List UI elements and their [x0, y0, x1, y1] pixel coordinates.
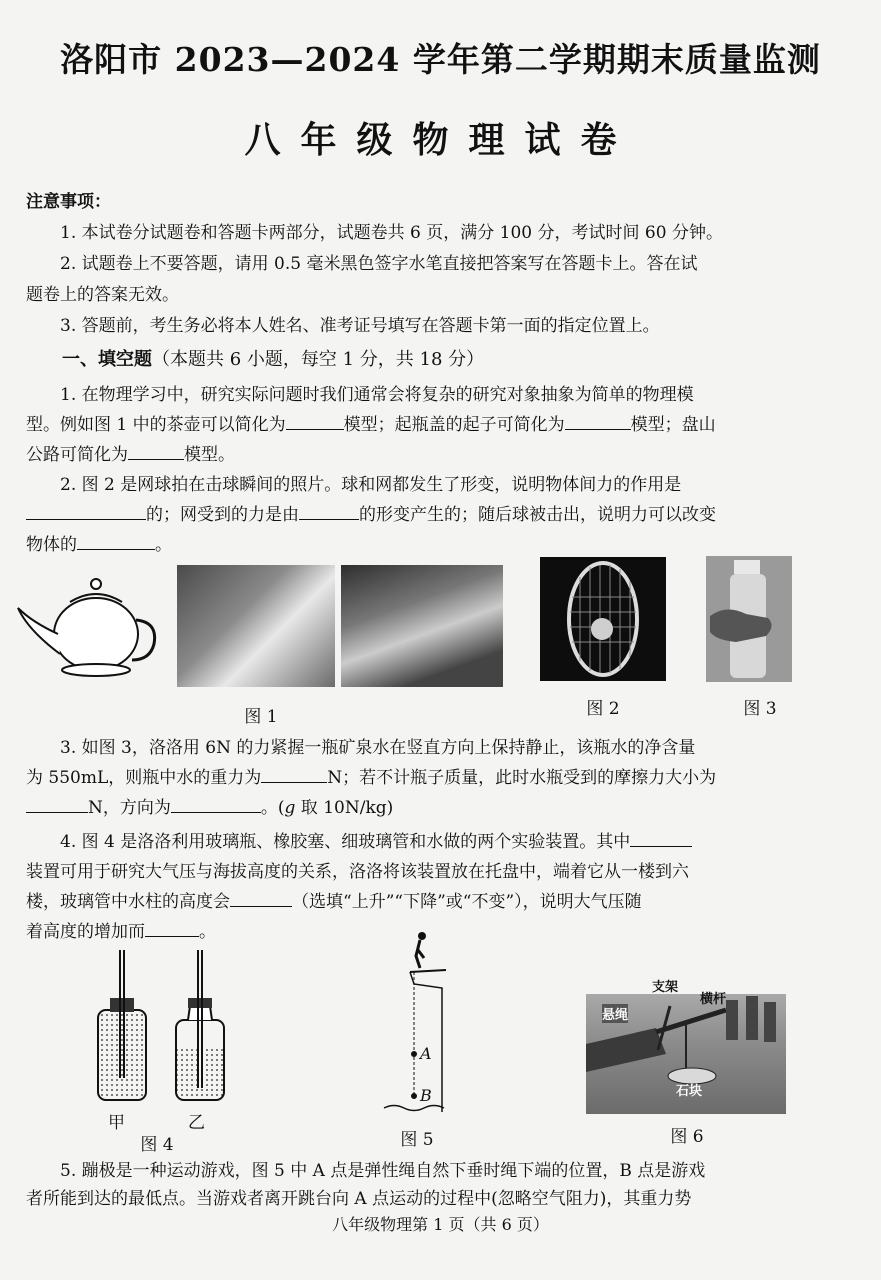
label-henggan: 横杆	[700, 992, 727, 1007]
q1-text: 模型；盘山	[630, 415, 716, 435]
fig3-caption: 图 3	[743, 699, 777, 719]
q2-line1: 2. 图 2 是网球拍在击球瞬间的照片。球和网都发生了形变，说明物体间力的作用是	[60, 475, 682, 495]
section-heading	[62, 345, 880, 375]
q1-line1: 1. 在物理学习中，研究实际问题时我们通常会将复杂的研究对象抽象为简单的物理模	[60, 385, 694, 405]
q2-text: 的形变产生的；随后球被击出，说明力可以改变	[359, 505, 716, 525]
q3-text: 。(	[260, 798, 285, 818]
q4-text: 4. 图 4 是洛洛利用玻璃瓶、橡胶塞、细玻璃管和水做的两个实验装置。其中	[60, 832, 631, 852]
q2-text: 物体的	[26, 535, 77, 555]
answer-blank	[128, 441, 184, 460]
answer-blank	[230, 888, 292, 907]
answer-blank	[171, 794, 261, 813]
answer-blank	[299, 501, 359, 520]
q3-text: g	[284, 798, 296, 818]
fig5-caption: 图 5	[400, 1130, 434, 1150]
bottle-opener-photo	[177, 565, 335, 687]
bottle-apparatus-diagram	[90, 948, 230, 1108]
notes-item-1: 1. 本试卷分试题卷和答题卡两部分，试题卷共 6 页，满分 100 分，考试时间 60 分钟。	[60, 223, 723, 243]
tennis-racket-photo	[540, 557, 666, 681]
q4-text: 着高度的增加而	[26, 922, 145, 942]
fig6-caption: 图 6	[670, 1127, 704, 1147]
q3-text: N，方向为	[88, 798, 171, 818]
section-note: （本题共 6 小题，每空 1 分，共 18 分）	[152, 349, 485, 370]
q4-line3	[26, 887, 844, 917]
q2-line2	[26, 500, 844, 530]
fig1-caption: 图 1	[244, 707, 278, 727]
label-yi: 乙	[188, 1113, 205, 1133]
q5-line1: 5. 蹦极是一种运动游戏，图 5 中 A 点是弹性绳自然下垂时绳下端的位置，B 点是游戏	[60, 1161, 706, 1181]
q3-text: 为 550mL，则瓶中水的重力为	[26, 768, 262, 788]
q4-text: （选填“上升”“下降”或“不变”），说明大气压随	[292, 892, 642, 912]
q3-line3	[26, 793, 844, 823]
fig2-caption: 图 2	[586, 699, 620, 719]
q1-text: 公路可简化为	[26, 445, 128, 465]
point-b-label: B	[420, 1086, 432, 1105]
exam-title: 洛阳市 2023—2024 学年第二学期期末质量监测	[60, 40, 821, 79]
notes-item-3: 3. 答题前，考生务必将本人姓名、准考证号填写在答题卡第一面的指定位置上。	[60, 316, 660, 336]
label-shikuai: 石块	[676, 1084, 703, 1099]
point-a-label: A	[420, 1044, 432, 1063]
q2-text: 。	[155, 535, 172, 555]
notes-item-2a: 2. 试题卷上不要答题，请用 0.5 毫米黑色签字水笔直接把答案写在答题卡上。答在试	[60, 254, 698, 274]
label-jia: 甲	[108, 1113, 125, 1133]
mountain-road-photo	[341, 565, 503, 687]
label-zhijia: 支架	[652, 980, 679, 995]
q3-text: N；若不计瓶子质量，此时水瓶受到的摩擦力大小为	[327, 768, 717, 788]
answer-blank	[26, 501, 146, 520]
answer-blank	[26, 794, 88, 813]
fig4-caption: 图 4	[140, 1135, 174, 1155]
q1-text: 型。例如图 1 中的茶壶可以简化为	[26, 415, 286, 435]
notes-item-2b: 题卷上的答案无效。	[26, 285, 179, 305]
label-xuansheng: 悬绳	[602, 1004, 628, 1023]
water-bottle-photo	[706, 556, 792, 682]
section-title: 一、填空题	[62, 349, 152, 370]
exam-subtitle: 八年级物理试卷	[244, 119, 637, 161]
answer-blank	[261, 764, 327, 783]
q1-line3	[26, 440, 844, 470]
q3-text: 取 10N/kg)	[295, 798, 394, 818]
q1-text: 模型；起瓶盖的起子可简化为	[343, 415, 565, 435]
q2-text: 的；网受到的力是由	[146, 505, 299, 525]
answer-blank	[286, 411, 344, 430]
notes-heading: 注意事项：	[26, 192, 111, 212]
answer-blank	[77, 531, 155, 550]
q4-line2: 装置可用于研究大气压与海拔高度的关系，洛洛将该装置放在托盘中，端着它从一楼到六	[26, 862, 689, 882]
answer-blank	[630, 828, 692, 847]
q5-line2: 者所能到达的最低点。当游戏者离开跳台向 A 点运动的过程中(忽略空气阻力)，其重力势	[26, 1189, 692, 1209]
answer-blank	[145, 918, 199, 937]
q4-line1	[26, 827, 844, 857]
page-footer: 八年级物理第 1 页（共 6 页）	[332, 1215, 549, 1234]
teapot-illustration	[14, 572, 159, 682]
q3-line1: 3. 如图 3，洛洛用 6N 的力紧握一瓶矿泉水在竖直方向上保持静止，该瓶水的净含量	[60, 738, 696, 758]
q1-text: 模型。	[184, 445, 235, 465]
q3-line2	[26, 763, 844, 793]
answer-blank	[565, 411, 631, 430]
q4-text: 楼，玻璃管中水柱的高度会	[26, 892, 230, 912]
q4-text: 。	[199, 922, 216, 942]
q1-line2	[26, 410, 844, 440]
